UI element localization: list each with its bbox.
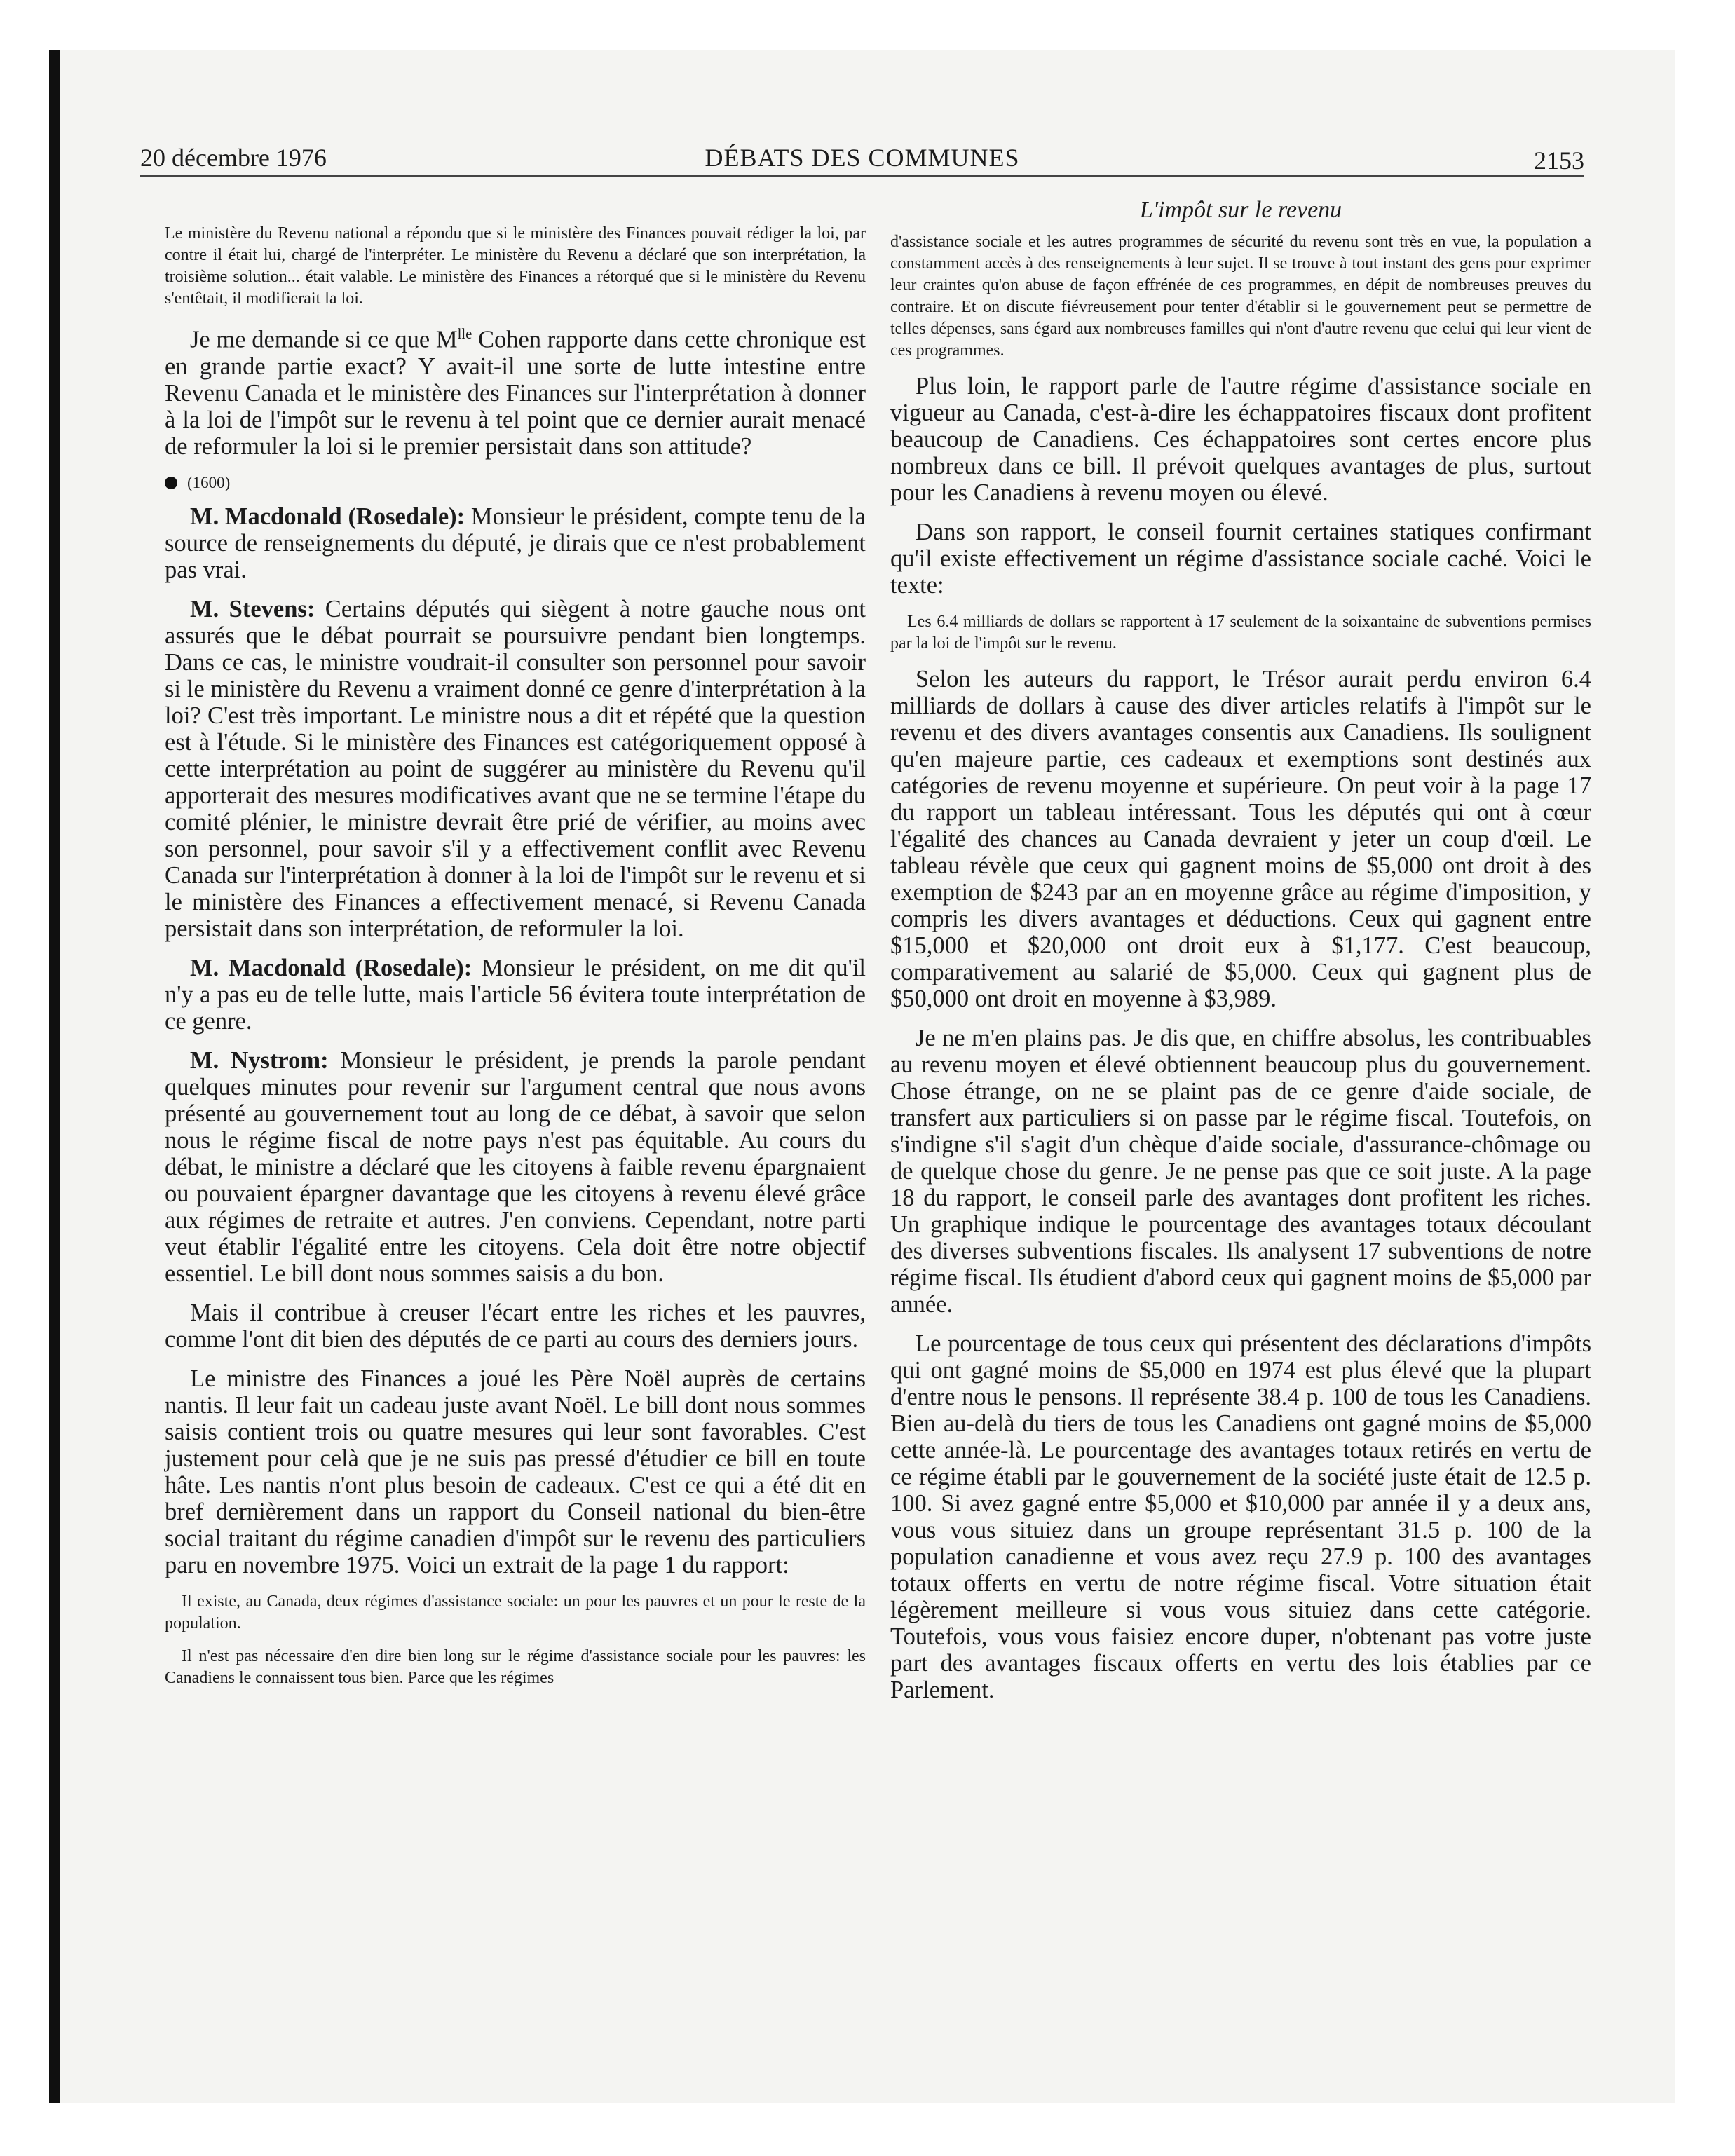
speech: [165, 503, 866, 583]
paragraph-text: Cohen rapporte dans cette chronique est en grande partie exact? Y avait-il une sorte de lutte intestine entre Revenu Canada et le ministère des Finances sur l'interprétation à donner à la loi de l'impôt sur le revenu à tel point que ce dernier aurait menacé de reformuler la loi si le premier persistait dans son attitude?: [165, 326, 866, 460]
speech: [165, 1047, 866, 1287]
quotation-block: Il n'est pas nécessaire d'en dire bien long sur le régime d'assistance sociale pour les pauvres: les Canadiens le connaissent tous bien. Parce que les régimes: [165, 1646, 866, 1687]
quotation-block: d'assistance sociale et les autres programmes de sécurité du revenu sont très en vue, la population a constamment accès à des renseignements à leur sujet. Il se trouve à tout instant des gens pour exprimer leur craintes qu'on abuse de façon effrénée de ces programmes, en dépit de nombreuses preuves du contraire. Et on discute fiévreusement pour tenter d'établir si le gouvernement peut se permettre de telles dépenses, sans égard aux nombreuses familles qui n'ont d'autre revenu que celui qui leur vient de ces programmes.: [890, 233, 1591, 360]
quotation-block: Le ministère du Revenu national a répondu que si le ministère des Finances pouvait rédiger la loi, par contre il était lui, chargé de l'interpréter. Le ministère du Revenu a déclaré que son interprétation, la troisième solution... était valable. Le ministère des Finances a rétorqué que si le ministère du Revenu s'entêtait, il modifierait la loi.: [165, 224, 866, 308]
paragraph: Dans son rapport, le conseil fournit certaines statiques confirmant qu'il existe effectivement un régime d'assistance sociale caché. Voici le texte:: [890, 519, 1591, 599]
header-page-number: 2153: [1534, 146, 1584, 175]
speech: [165, 596, 866, 942]
superscript: lle: [457, 327, 472, 342]
page-header: [140, 140, 1584, 175]
quotation-block: Les 6.4 milliards de dollars se rapportent à 17 seulement de la soixantaine de subventions permises par la loi de l'impôt sur le revenu.: [890, 613, 1591, 653]
paragraph: Mais il contribue à creuser l'écart entre les riches et les pauvres, comme l'ont dit bien des députés de ce parti au cours des derniers jours.: [165, 1299, 866, 1353]
left-column: [165, 223, 866, 1700]
header-date: 20 décembre 1976: [140, 144, 327, 172]
paragraph: Je ne m'en plains pas. Je dis que, en chiffre absolus, les contribuables au revenu moyen et élevé obtiennent beaucoup plus du gouvernement. Chose étrange, on ne se plaint pas de ce genre d'aide sociale, de transfert aux particuliers si on passe par le régime fiscal. Toutefois, on s'indigne s'il s'agit d'un chèque d'aide sociale, d'assurance-chômage ou de quelque chose du genre. Je ne pense pas que ce soit juste. A la page 18 du rapport, le conseil parle des avantages dont profitent les riches. Un graphique indique le pourcentage des avantages totaux découlant des diverses subventions fiscales. Ils analysent 17 subventions de notre régime fiscal. Ils étudient d'abord ceux qui gagnent moins de $5,000 par année.: [890, 1025, 1591, 1318]
quotation-block: Il existe, au Canada, deux régimes d'assistance sociale: un pour les pauvres et un pour le reste de la population.: [165, 1592, 866, 1632]
timestamp: [165, 472, 866, 493]
bullet-icon: [165, 477, 177, 489]
paragraph: Selon les auteurs du rapport, le Trésor aurait perdu environ 6.4 milliards de dollars à cause des diver articles relatifs à l'impôt sur le revenu et des divers avantages consentis aux Canadiens. Ils soulignent qu'en majeure partie, ces cadeaux et exemptions sont destinés aux catégories de revenu moyenne et supérieure. On peut voir à la page 17 du rapport un tableau intéressant. Tous les députés qui ont à cœur l'égalité des chances au Canada devraient y jeter un coup d'œil. Le tableau révèle que ceux qui gagnent moins de $5,000 ont droit à des exemption de $243 par an en moyenne grâce au régime d'imposition, y compris les divers avantages et déductions. Ceux qui gagnent entre $15,000 et $20,000 ont droit eux à $1,177. C'est beaucoup, comparativement au salarié de $5,000. Ceux qui gagnent plus de $50,000 ont droit en moyenne à $3,989.: [890, 666, 1591, 1012]
speech-text: Monsieur le président, compte tenu de la source de renseignements du député, je dirais que ce n'est probablement pas vrai.: [165, 503, 866, 583]
paragraph: Le pourcentage de tous ceux qui présentent des déclarations d'impôts qui ont gagné moins de $5,000 en 1974 est plus élevé que la plupart d'entre nous le pensons. Il représente 38.4 p. 100 de tous les Canadiens. Bien au-delà du tiers de tous les Canadiens ont gagné moins de $5,000 cette année-là. Le pourcentage des avantages totaux retirés en vertu de ce régime établi par le gouvernement de la société juste était de 12.5 p. 100. Si avez gagné entre $5,000 et $10,000 par année il y a deux ans, vous vous situiez dans un groupe représentant 31.5 p. 100 de la population canadienne et vous avez reçu 27.9 p. 100 des avantages totaux offerts en vertu de notre régime fiscal. Votre situation était légèrement meilleure si vous vous situiez dans cette catégorie. Toutefois, vous vous faisiez encore duper, n'obtenant pas votre juste part des avantages fiscaux offerts en vertu des lois établies par ce Parlement.: [890, 1330, 1591, 1703]
speech: [165, 955, 866, 1035]
speech-text: Certains députés qui siègent à notre gauche nous ont assurés que le débat pourrait se poursuivre pendant bien longtemps. Dans ce cas, le ministre voudrait-il consulter son personnel pour savoir si le ministère du Revenu a vraiment donné ce genre d'interprétation à la loi? C'est très important. Le ministre nous a dit et répété que la question est à l'étude. Si le ministère des Finances est catégoriquement opposé à cette interprétation au point de suggérer au ministère du Revenu qu'il apporterait des mesures modificatives avant que ne se termine l'étape du comité plénier, le ministre devrait être prié de vérifier, au moins avec son personnel, pour savoir s'il y a effectivement conflit avec Revenu Canada sur l'interprétation à donner à la loi de l'impôt sur le revenu et si le ministère des Finances a effectivement menacé, si Revenu Canada persistait dans son interprétation, de reformuler la loi.: [165, 595, 866, 942]
speech-text: Monsieur le président, on me dit qu'il n'y a pas eu de telle lutte, mais l'article 56 évitera toute interprétation de ce genre.: [165, 954, 866, 1035]
paragraph: Le ministre des Finances a joué les Père Noël auprès de certains nantis. Il leur fait un cadeau juste avant Noël. Le bill dont nous sommes saisis contient trois ou quatre mesures qui leur sont favorables. C'est justement pour celà que je ne suis pas pressé d'étudier ce bill en toute hâte. Les nantis n'ont plus besoin de cadeaux. C'est ce qui a été dit en bref dernièrement dans un rapport du Conseil national du bien-être social traitant du régime canadien d'impôt sur le revenu des particuliers paru en novembre 1975. Voici un extrait de la page 1 du rapport:: [165, 1365, 866, 1578]
header-journal-title: DÉBATS DES COMMUNES: [705, 144, 1020, 172]
right-column: [890, 195, 1591, 1716]
paragraph: [165, 321, 866, 460]
speech-text: Monsieur le président, je prends la parole pendant quelques minutes pour revenir sur l'argument central que nous avons présenté au gouvernement tout au long de ce débat, à savoir que selon nous le régime fiscal de notre pays n'est pas équitable. Au cours du débat, le ministre a déclaré que les citoyens à faible revenu épargnaient ou pouvaient épargner davantage que les citoyens à revenu élevé grâce aux régimes de retraite et autres. J'en conviens. Cependant, notre parti veut établir l'égalité entre les citoyens. Cela doit être notre objectif essentiel. Le bill dont nous sommes saisis a du bon.: [165, 1046, 866, 1287]
paragraph-text: Je me demande si ce que M: [190, 326, 458, 353]
timestamp-text: (1600): [187, 473, 231, 491]
paragraph: Plus loin, le rapport parle de l'autre régime d'assistance sociale en vigueur au Canada, c'est-à-dire les échappatoires fiscaux dont profitent beaucoup de Canadiens. Ces échappatoires sont certes encore plus nombreux dans ce bill. Il prévoit quelques avantages de plus, surtout pour les Canadiens à revenu moyen ou élevé.: [890, 373, 1591, 506]
speaker-name: M. Nystrom:: [190, 1046, 329, 1074]
header-rule: [140, 175, 1584, 177]
scan-binding-edge: [49, 50, 60, 2103]
section-title: L'impôt sur le revenu: [1139, 197, 1342, 223]
speaker-name: M. Stevens:: [190, 595, 315, 622]
speaker-name: M. Macdonald (Rosedale):: [190, 954, 472, 981]
speaker-name: M. Macdonald (Rosedale):: [190, 503, 465, 530]
